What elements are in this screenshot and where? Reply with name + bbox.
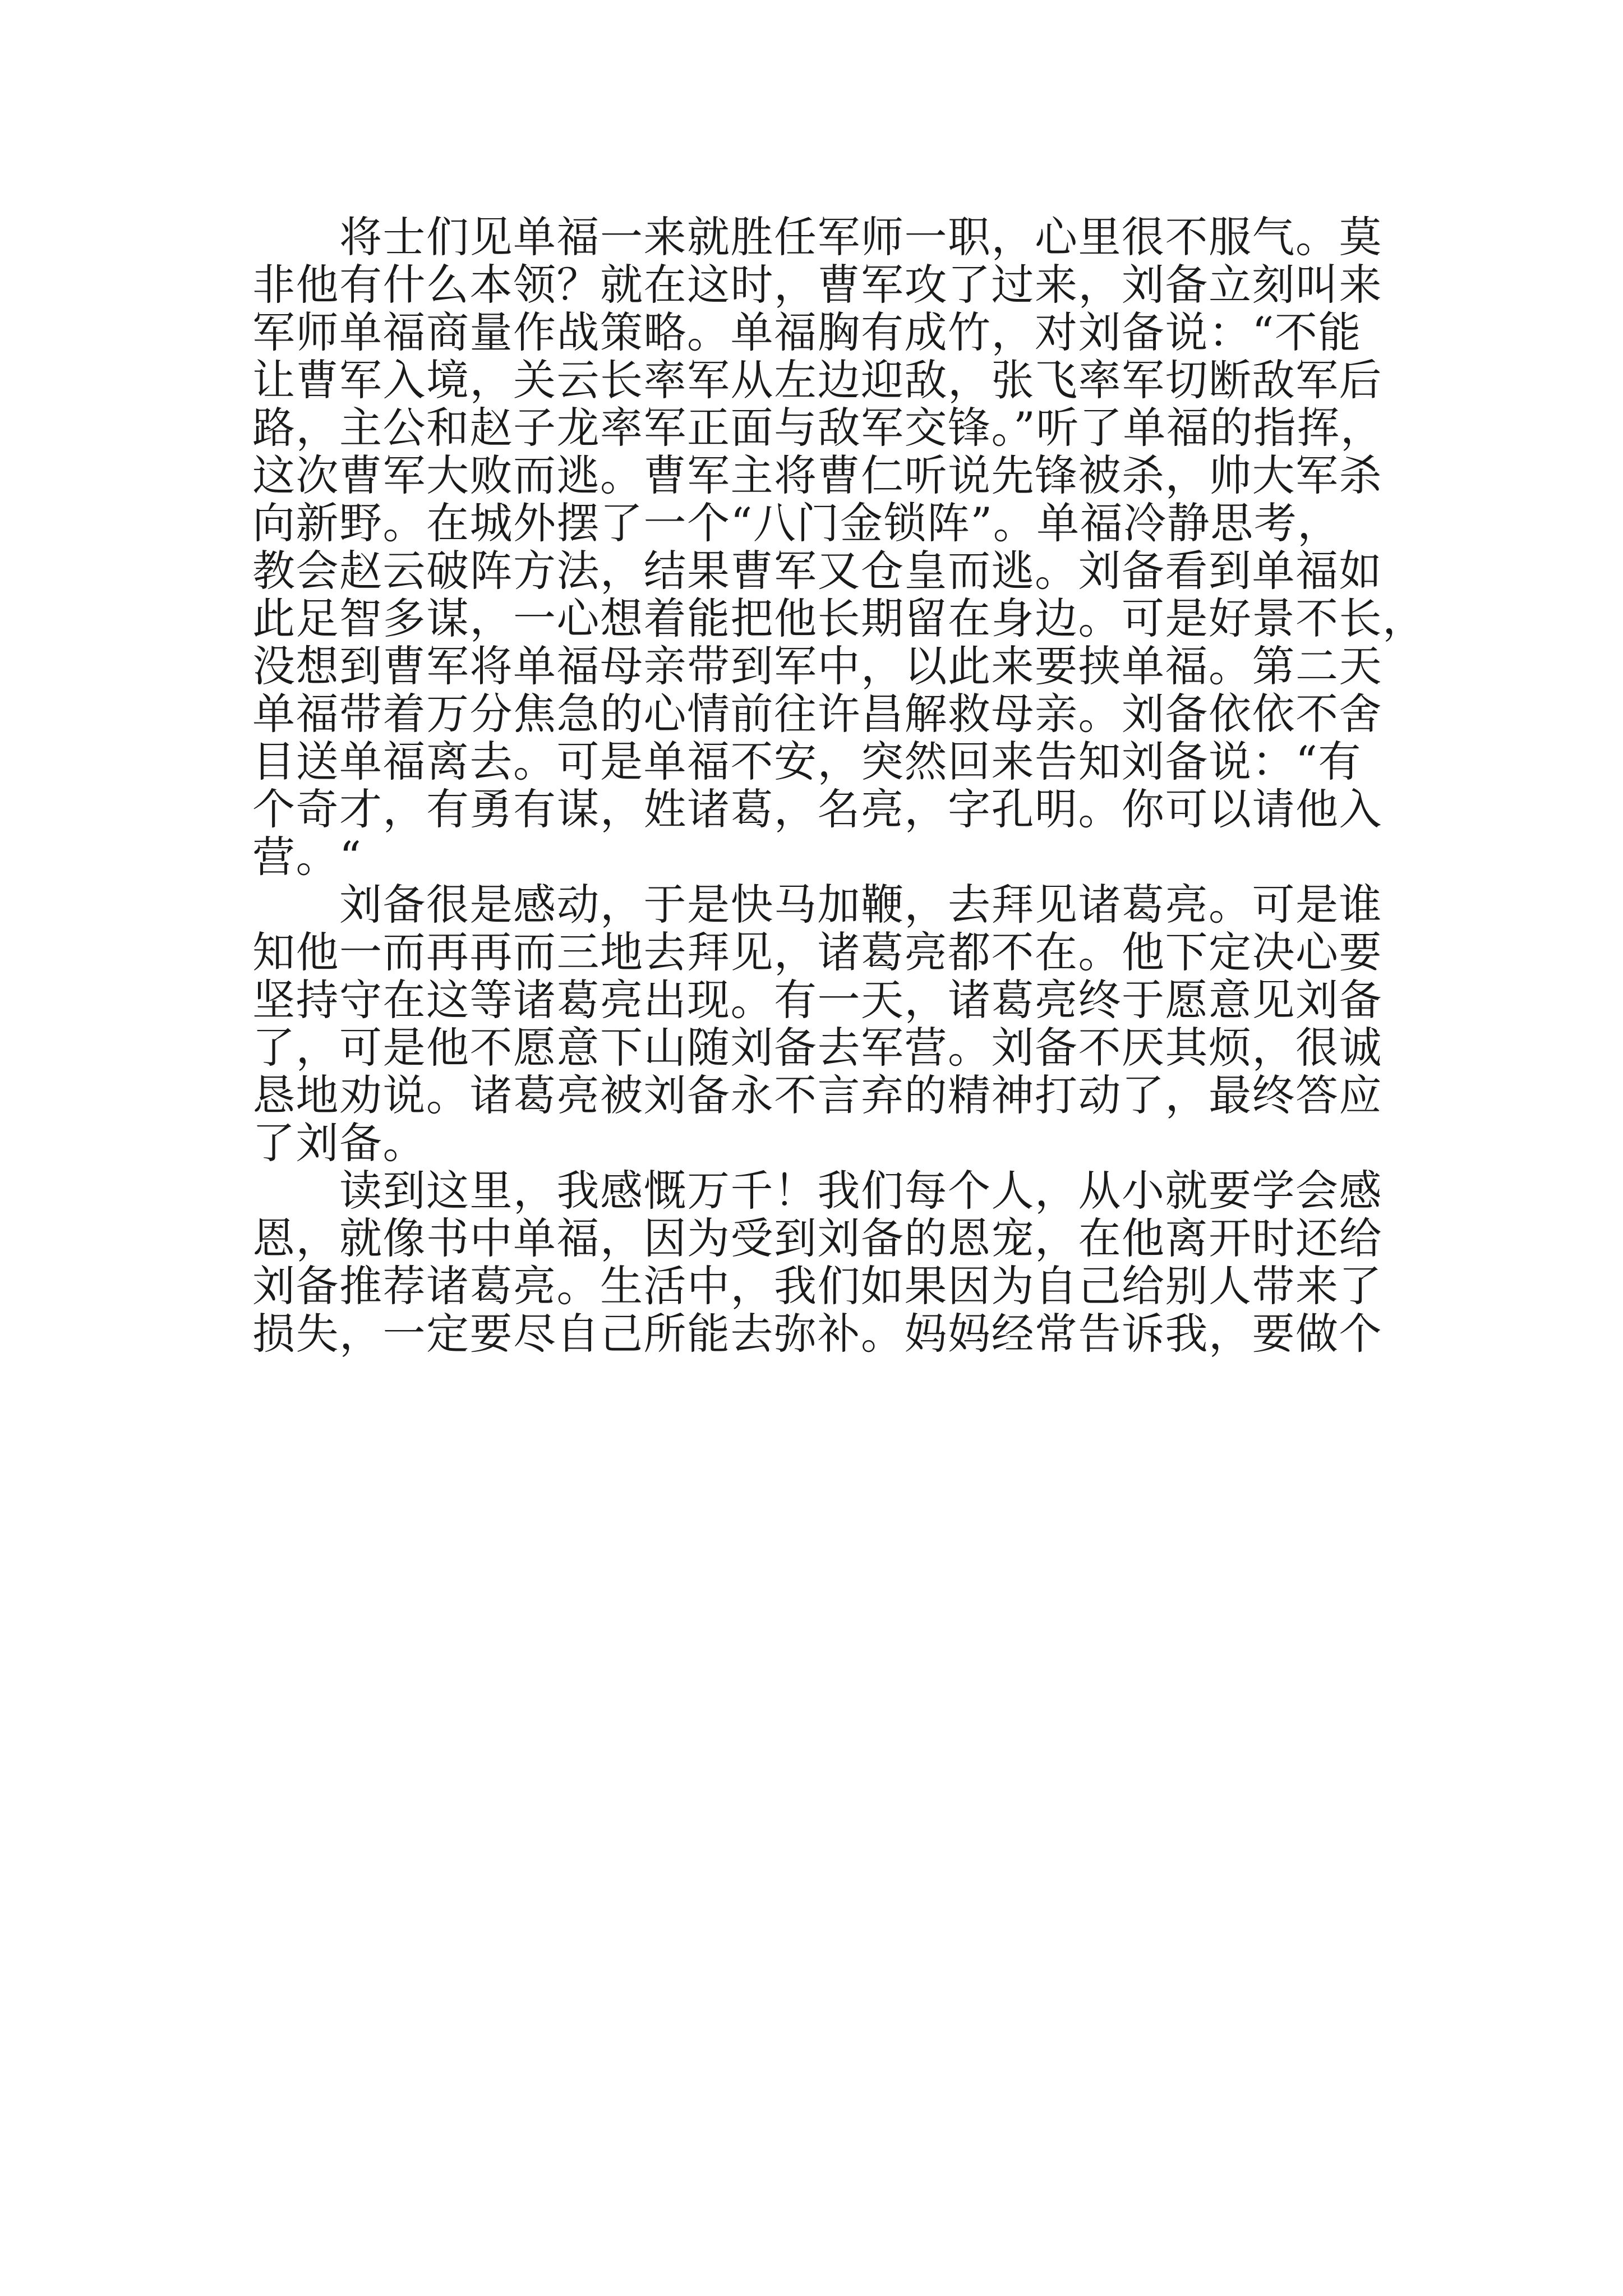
text-line: 向新野。在城外摆了一个“八门金锁阵”。单福冷静思考，: [252, 498, 1341, 548]
text-line: 恳地劝说。诸葛亮被刘备永不言弃的精神打动了，最终答应: [252, 1070, 1382, 1120]
text-line: 教会赵云破阵方法，结果曹军又仓皇而逃。刘备看到单福如: [252, 546, 1382, 596]
text-line: 刘备很是感动，于是快马加鞭，去拜见诸葛亮。可是谁: [252, 880, 1382, 930]
text-line: 了，可是他不愿意下山随刘备去军营。刘备不厌其烦，很诚: [252, 1023, 1382, 1073]
text-line: 刘备推荐诸葛亮。生活中，我们如果因为自己给别人带来了: [252, 1261, 1382, 1311]
text-line: 读到这里，我感慨万千！我们每个人，从小就要学会感: [252, 1166, 1382, 1216]
text-line: 军师单福商量作战策略。单福胸有成竹，对刘备说：“不能: [252, 307, 1362, 357]
text-line: 目送单福离去。可是单福不安，突然回来告知刘备说：“有: [252, 737, 1362, 786]
text-line: 路，主公和赵子龙率军正面与敌军交锋。”听了单福的指挥，: [252, 403, 1384, 453]
text-line: 个奇才，有勇有谋，姓诸葛，名亮，字孔明。你可以请他入: [252, 784, 1382, 834]
text-line: 非他有什么本领？就在这时，曹军攻了过来，刘备立刻叫来: [252, 260, 1382, 310]
text-line: 此足智多谋，一心想着能把他长期留在身边。可是好景不长，: [252, 593, 1426, 643]
document-body: [252, 212, 1426, 1359]
text-line: 没想到曹军将单福母亲带到军中，以此来要挟单福。第二天: [252, 641, 1382, 691]
text-line: 将士们见单福一来就胜任军师一职，心里很不服气。莫: [252, 212, 1382, 262]
paragraph-3: [252, 1166, 1382, 1359]
text-line: 知他一而再再而三地去拜见，诸葛亮都不在。他下定决心要: [252, 927, 1382, 977]
paragraph-2: [252, 880, 1382, 1168]
text-line: 单福带着万分焦急的心情前往许昌解救母亲。刘备依依不舍: [252, 689, 1382, 739]
text-line: 营。“: [252, 832, 362, 882]
text-line: 坚持守在这等诸葛亮出现。有一天，诸葛亮终于愿意见刘备: [252, 975, 1382, 1025]
text-line: 了刘备。: [252, 1118, 426, 1168]
text-line: 这次曹军大败而逃。曹军主将曹仁听说先锋被杀，帅大军杀: [252, 450, 1382, 500]
paragraph-1: [252, 212, 1426, 882]
text-line: 让曹军入境，关云长率军从左边迎敌，张飞率军切断敌军后: [252, 355, 1382, 405]
text-line: 恩，就像书中单福，因为受到刘备的恩宠，在他离开时还给: [252, 1213, 1382, 1263]
text-line: 损失，一定要尽自己所能去弥补。妈妈经常告诉我，要做个: [252, 1309, 1382, 1359]
